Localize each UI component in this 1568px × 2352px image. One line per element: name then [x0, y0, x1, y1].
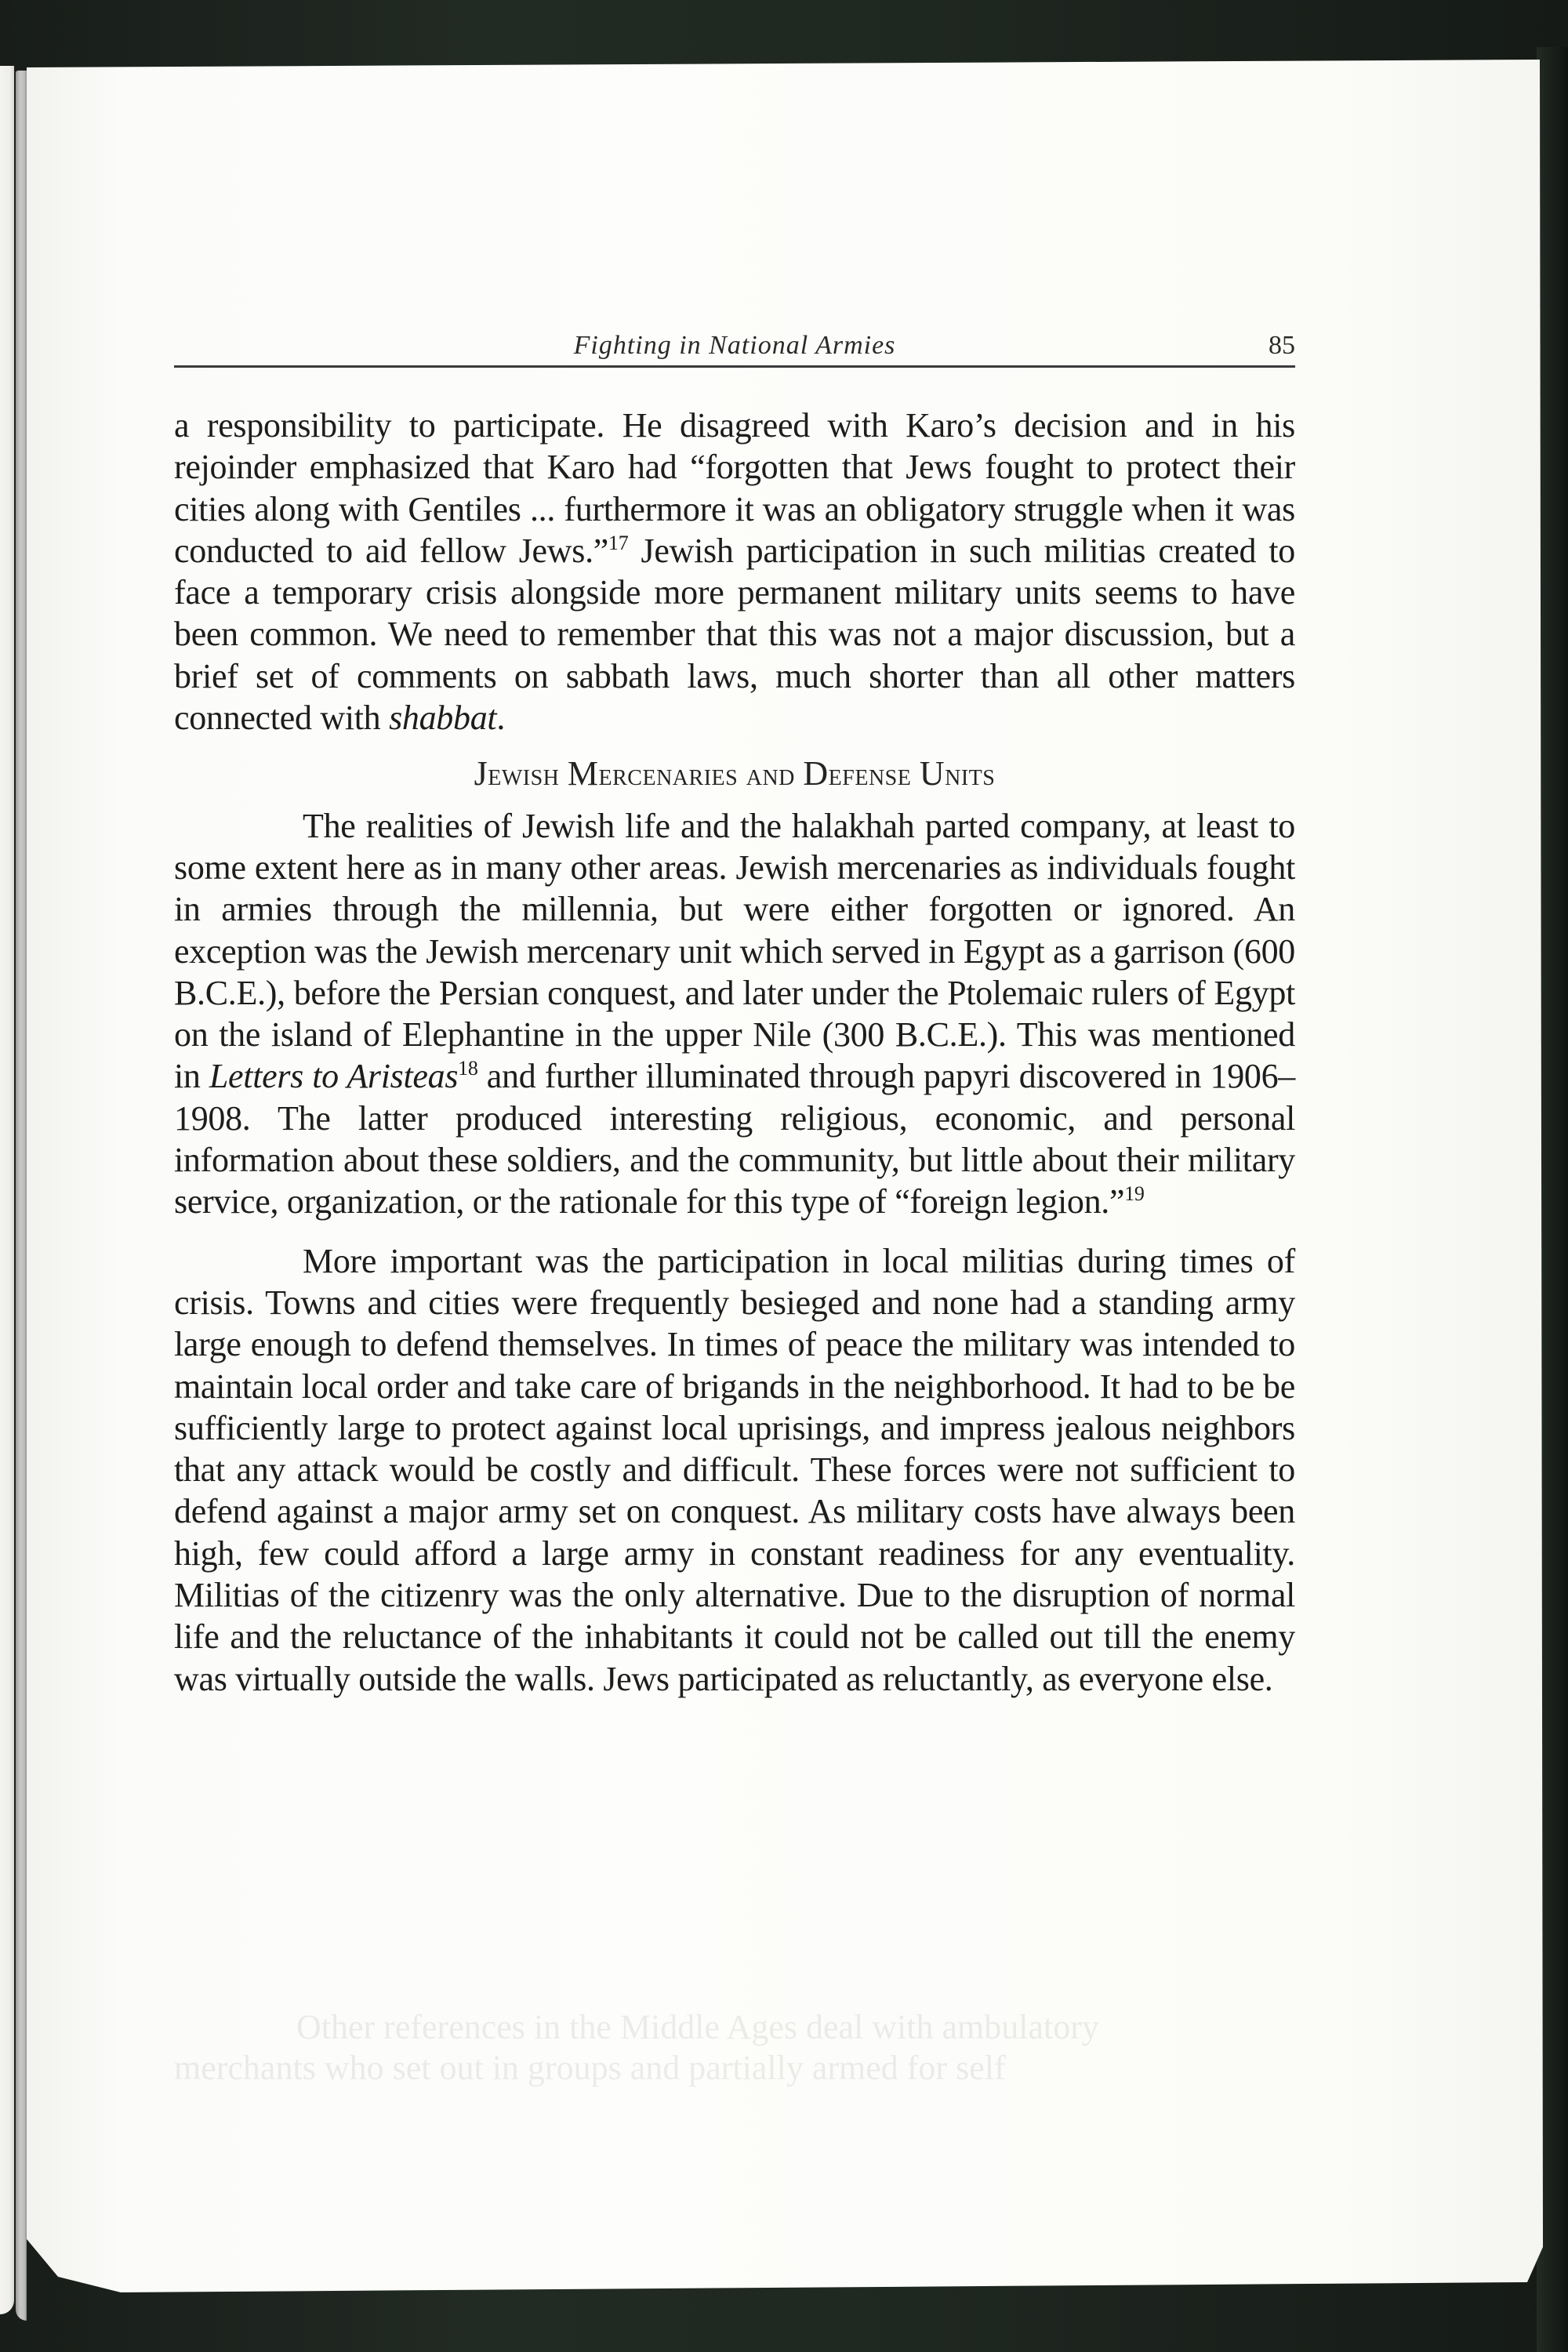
paragraph-text: More important was the participation in local militias during times of crisis. Towns and cities were frequently besieged and none had a standing army large enough to defend themselves. In times of peace the military was intended to maintain local order and take care of brigands in the neighborhood. It had to be be sufficiently large to protect against local uprisings, and impress jealous neighbors that any attack would be costly and difficult. These forces were not sufficient to defend against a major army set on conquest. As military costs have always been high, few could afford a large army in constant readiness for any eventuality. Militias of the citizenry was the only alternative. Due to the disruption of normal life and the reluctance of the inhabitants it could not be called out till the enemy was virtually outside the walls. Jews participated as reluctantly, as everyone else. [174, 1241, 1295, 1698]
running-head [174, 331, 1295, 368]
paragraph-text: The realities of Jewish life and the halakhah parted company, at least to some extent here as in many other areas. Jewish mercenaries as individuals fought in armies through the millennia, but were either forgotten or ignored. An exception was the Jewish mercenary unit which served in Egypt as a garrison (600 B.C.E.), before the Persian conquest, and later under the Ptolemaic rulers of Egypt on the island of Elephantine in the upper Nile (300 B.C.E.). This was mentioned in [174, 806, 1295, 1096]
header-rule [174, 365, 1295, 368]
footnote-ref-19[interactable]: 19 [1124, 1182, 1145, 1206]
paragraph-3 [174, 1240, 1295, 1700]
heading-initial: M [567, 754, 599, 793]
heading-initial: U [919, 754, 946, 793]
footnote-ref-17[interactable]: 17 [608, 531, 629, 554]
heading-initial: J [474, 754, 488, 793]
section-heading [174, 753, 1295, 795]
running-title: Fighting in National Armies [573, 331, 896, 360]
bleed-through-line: Other references in the Middle Ages deal with ambulatory [296, 2008, 1099, 2046]
paragraph-text: Jewish participation in such militias created to face a temporary crisis alongside more permanent military units seems to have been common. We need to remember that this was not a major discussion, but a brief set of comments on sabbath laws, much shorter than all other matters connected with [174, 531, 1295, 738]
paragraph-2 [174, 805, 1295, 1223]
italic-title: Letters to Aristeas [209, 1057, 459, 1096]
book-gutter [16, 71, 27, 2321]
heading-initial: D [803, 754, 829, 793]
body-text [174, 405, 1295, 1700]
footnote-ref-18[interactable]: 18 [458, 1057, 478, 1080]
paragraph-text: and further illuminated through papyri discovered in 1906–1908. The latter produced interesting religious, economic, and personal information about these soldiers, and the community, but little about their military service, organization, or the rationale for this type of “foreign legion.” [174, 1057, 1295, 1221]
facing-page-edge [0, 66, 14, 2314]
italic-term: shabbat [389, 699, 497, 738]
heading-word: nits [945, 757, 996, 793]
page-number: 85 [1269, 331, 1295, 360]
paragraph-text: a responsibility to participate. He disagreed with Karo’s decision and in his rejoinder emphasized that Karo had “forgotten that Jews fought to protect their cities along with Gentiles ... furthermore it was an obligatory struggle when it was conducted to aid fellow Jews.” [174, 406, 1295, 570]
paragraph-text: . [496, 699, 506, 738]
heading-word: ercenaries [598, 757, 739, 793]
paragraph-1 [174, 405, 1295, 739]
heading-word: ewish [488, 757, 560, 793]
heading-word: and [746, 757, 795, 793]
heading-word: efense [828, 757, 912, 793]
bleed-through-line: merchants who set out in groups and partially armed for self [174, 2049, 1006, 2087]
